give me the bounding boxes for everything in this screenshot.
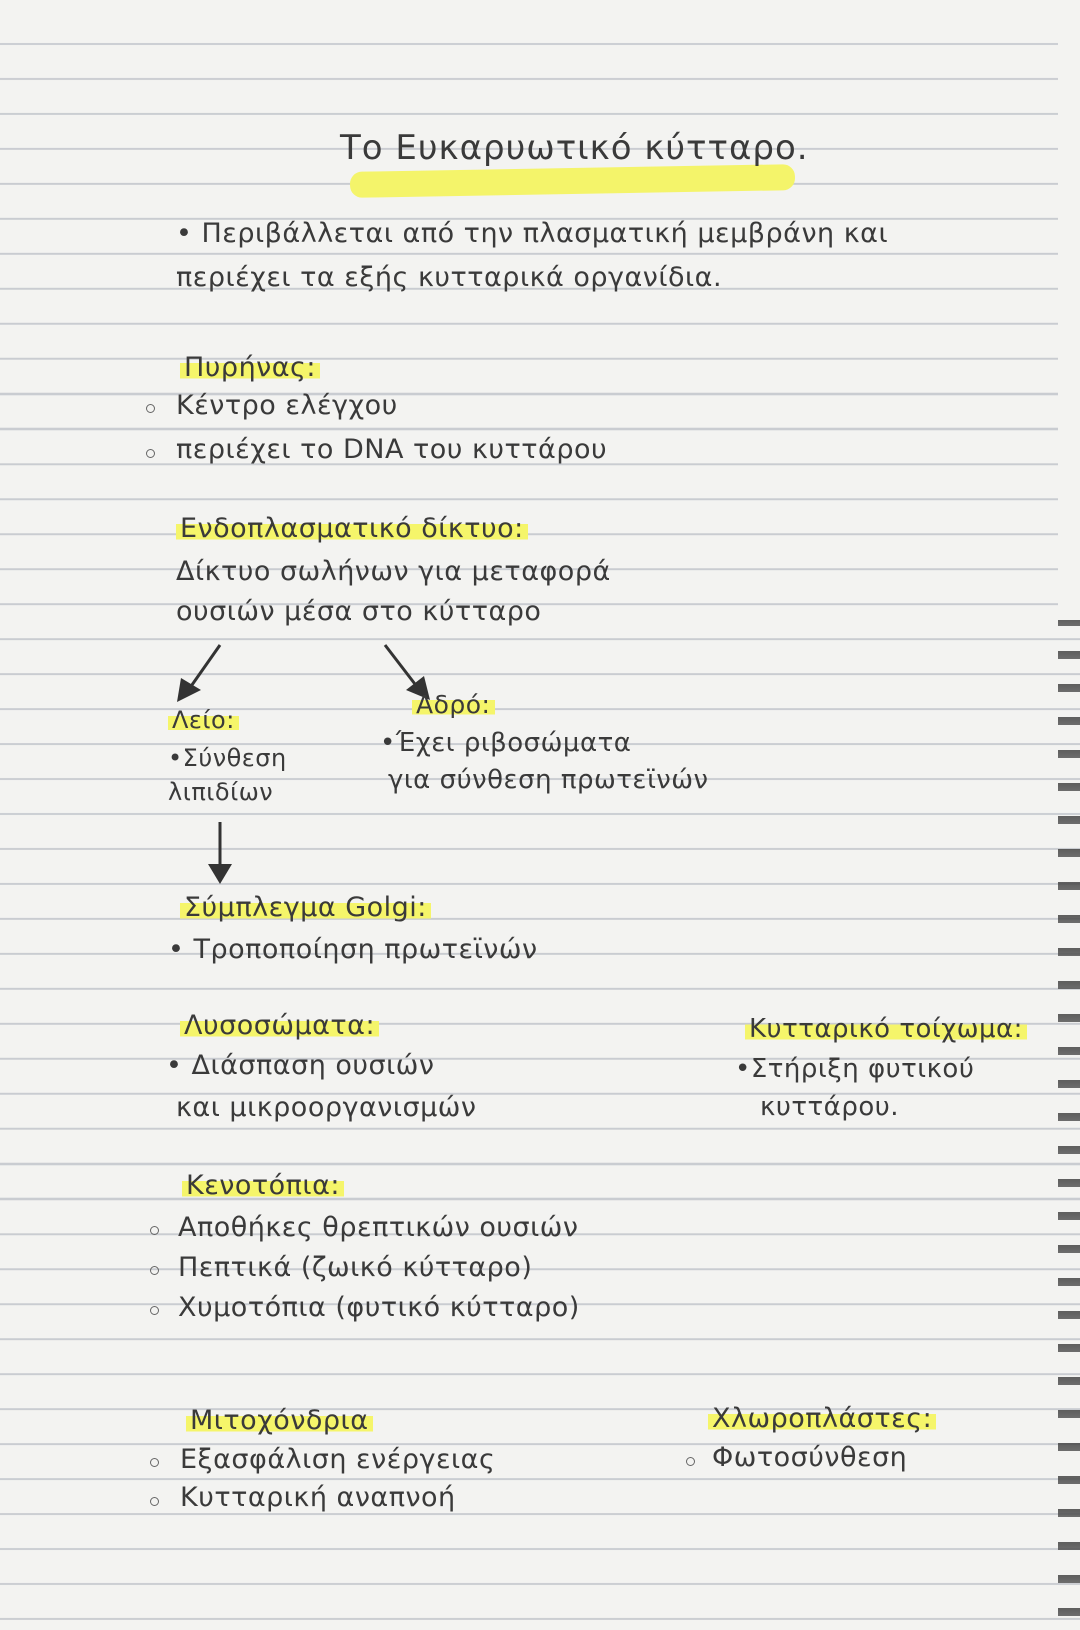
vacuoles-item: Χυμοτόπια (φυτικό κύτταρο) [178,1292,580,1323]
bullet-icon [150,1266,159,1275]
er-heading: Ενδοπλασματικό δίκτυο: [176,513,528,544]
rough-er-heading: Αδρό: [412,690,495,719]
cell-wall-heading: Κυτταρικό τοίχωμα: [745,1014,1027,1044]
vacuoles-item: Πεπτικά (ζωικό κύτταρο) [178,1252,533,1283]
bullet-icon [686,1457,695,1466]
lysosomes-line-1: • Διάσπαση ουσιών [166,1050,435,1081]
chloroplasts-heading: Χλωροπλάστες: [708,1403,936,1434]
golgi-item: • Τροποποίηση πρωτεϊνών [168,934,538,965]
arrow-down-left-icon [175,640,235,705]
cell-wall-line-2: κυττάρου. [760,1092,900,1122]
vacuoles-heading: Κενοτόπια: [182,1170,344,1201]
nucleus-item: Κέντρο ελέγχου [176,390,398,421]
intro-line-2: περιέχει τα εξής κυτταρικά οργανίδια. [176,262,723,293]
er-desc-2: ουσιών μέσα στο κύτταρο [176,596,542,627]
chloroplasts-item: Φωτοσύνθεση [712,1442,908,1473]
bullet-icon [150,1226,159,1235]
nucleus-heading: Πυρήνας: [180,352,320,383]
bullet-icon [150,1497,159,1506]
rough-er-line-2: για σύνθεση πρωτεϊνών [388,765,709,795]
cell-wall-line-1: •Στήριξη φυτικού [735,1054,975,1084]
smooth-er-heading: Λείο: [168,706,239,734]
bullet-icon [146,404,155,413]
mitochondria-item: Εξασφάλιση ενέργειας [180,1444,496,1475]
vacuoles-item: Αποθήκες θρεπτικών ουσιών [178,1212,579,1243]
rough-er-line-1: •Έχει ριβοσώματα [380,728,632,758]
smooth-er-line-2: λιπιδίων [168,778,274,806]
lysosomes-line-2: και μικροοργανισμών [176,1092,477,1123]
bullet-icon [150,1458,159,1467]
smooth-er-line-1: •Σύνθεση [168,744,287,772]
bullet-icon [150,1306,159,1315]
page-title: Το Ευκαρυωτικό κύτταρο. [340,128,809,168]
mitochondria-heading: Μιτοχόνδρια [186,1405,373,1436]
mitochondria-item: Κυτταρική αναπνοή [180,1482,456,1513]
lysosomes-heading: Λυσοσώματα: [180,1010,379,1041]
er-desc-1: Δίκτυο σωλήνων για μεταφορά [176,556,611,587]
golgi-heading: Σύμπλεγμα Golgi: [180,892,431,923]
bullet-icon [146,449,155,458]
intro-line-1: • Περιβάλλεται από την πλασματική μεμβράνη και [176,218,889,249]
arrow-down-icon [200,818,240,888]
nucleus-item: περιέχει το DNA του κυττάρου [176,434,608,465]
